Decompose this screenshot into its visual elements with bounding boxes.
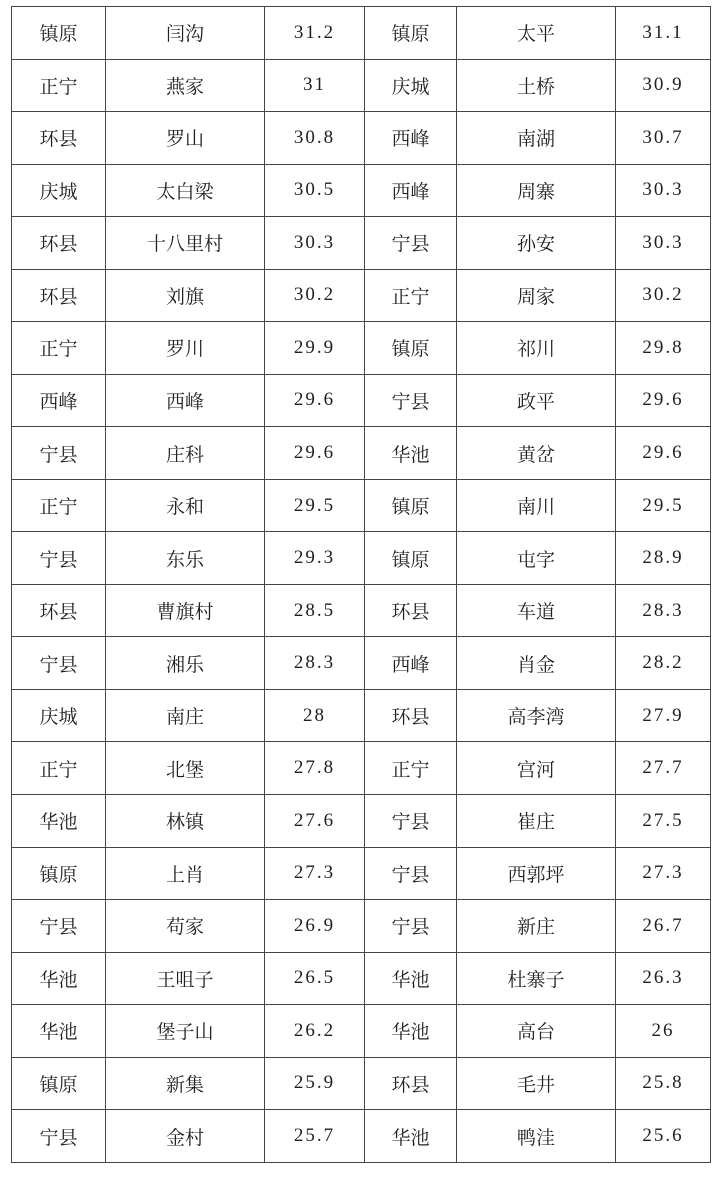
value-cell: 28 bbox=[265, 689, 365, 742]
county-cell: 宁县 bbox=[365, 374, 457, 427]
table-row bbox=[12, 584, 711, 637]
value-cell: 30.3 bbox=[265, 217, 365, 270]
value-cell: 29.5 bbox=[616, 479, 711, 532]
table-row bbox=[12, 1057, 711, 1110]
station-cell: 湘乐 bbox=[106, 637, 265, 690]
value-cell: 27.9 bbox=[616, 689, 711, 742]
county-cell: 正宁 bbox=[12, 742, 106, 795]
table-row bbox=[12, 427, 711, 480]
value-cell: 26.2 bbox=[265, 1005, 365, 1058]
county-cell: 环县 bbox=[12, 269, 106, 322]
station-cell: 苟家 bbox=[106, 900, 265, 953]
station-cell: 周寨 bbox=[457, 164, 616, 217]
station-cell: 曹旗村 bbox=[106, 584, 265, 637]
value-cell: 27.7 bbox=[616, 742, 711, 795]
value-cell: 28.3 bbox=[616, 584, 711, 637]
value-cell: 26 bbox=[616, 1005, 711, 1058]
station-cell: 新庄 bbox=[457, 900, 616, 953]
value-cell: 25.8 bbox=[616, 1057, 711, 1110]
value-cell: 29.6 bbox=[616, 427, 711, 480]
county-cell: 宁县 bbox=[12, 900, 106, 953]
county-cell: 华池 bbox=[365, 952, 457, 1005]
value-cell: 30.5 bbox=[265, 164, 365, 217]
station-cell: 政平 bbox=[457, 374, 616, 427]
table-row bbox=[12, 322, 711, 375]
value-cell: 31.1 bbox=[616, 7, 711, 60]
station-cell: 西峰 bbox=[106, 374, 265, 427]
county-cell: 正宁 bbox=[12, 322, 106, 375]
county-cell: 正宁 bbox=[365, 742, 457, 795]
value-cell: 30.9 bbox=[616, 59, 711, 112]
table-row bbox=[12, 374, 711, 427]
county-cell: 庆城 bbox=[365, 59, 457, 112]
value-cell: 30.2 bbox=[265, 269, 365, 322]
county-cell: 华池 bbox=[12, 952, 106, 1005]
station-cell: 燕家 bbox=[106, 59, 265, 112]
county-cell: 正宁 bbox=[365, 269, 457, 322]
table-row bbox=[12, 7, 711, 60]
station-cell: 堡子山 bbox=[106, 1005, 265, 1058]
county-cell: 宁县 bbox=[365, 847, 457, 900]
table-row bbox=[12, 742, 711, 795]
county-cell: 华池 bbox=[12, 794, 106, 847]
station-cell: 闫沟 bbox=[106, 7, 265, 60]
county-cell: 华池 bbox=[365, 1110, 457, 1163]
station-cell: 上肖 bbox=[106, 847, 265, 900]
county-cell: 宁县 bbox=[12, 1110, 106, 1163]
station-cell: 屯字 bbox=[457, 532, 616, 585]
station-cell: 林镇 bbox=[106, 794, 265, 847]
county-cell: 西峰 bbox=[365, 637, 457, 690]
county-cell: 正宁 bbox=[12, 479, 106, 532]
county-cell: 镇原 bbox=[365, 7, 457, 60]
county-cell: 西峰 bbox=[12, 374, 106, 427]
county-cell: 宁县 bbox=[12, 427, 106, 480]
table-row bbox=[12, 164, 711, 217]
station-cell: 王咀子 bbox=[106, 952, 265, 1005]
value-cell: 27.5 bbox=[616, 794, 711, 847]
value-cell: 25.7 bbox=[265, 1110, 365, 1163]
table-row bbox=[12, 637, 711, 690]
county-cell: 环县 bbox=[365, 1057, 457, 1110]
value-cell: 26.7 bbox=[616, 900, 711, 953]
station-cell: 罗川 bbox=[106, 322, 265, 375]
value-cell: 28.2 bbox=[616, 637, 711, 690]
value-cell: 29.5 bbox=[265, 479, 365, 532]
station-cell: 十八里村 bbox=[106, 217, 265, 270]
value-cell: 29.3 bbox=[265, 532, 365, 585]
county-cell: 环县 bbox=[365, 689, 457, 742]
value-cell: 30.3 bbox=[616, 164, 711, 217]
county-cell: 宁县 bbox=[365, 217, 457, 270]
value-cell: 26.3 bbox=[616, 952, 711, 1005]
county-cell: 镇原 bbox=[12, 1057, 106, 1110]
county-cell: 正宁 bbox=[12, 59, 106, 112]
county-cell: 西峰 bbox=[365, 112, 457, 165]
value-cell: 29.6 bbox=[265, 427, 365, 480]
value-cell: 30.2 bbox=[616, 269, 711, 322]
station-cell: 黄岔 bbox=[457, 427, 616, 480]
station-values-table bbox=[11, 6, 711, 1163]
value-cell: 26.9 bbox=[265, 900, 365, 953]
table-row bbox=[12, 269, 711, 322]
value-cell: 25.9 bbox=[265, 1057, 365, 1110]
county-cell: 西峰 bbox=[365, 164, 457, 217]
value-cell: 28.9 bbox=[616, 532, 711, 585]
table-row bbox=[12, 689, 711, 742]
station-cell: 崔庄 bbox=[457, 794, 616, 847]
table-row bbox=[12, 1005, 711, 1058]
station-cell: 南川 bbox=[457, 479, 616, 532]
station-cell: 金村 bbox=[106, 1110, 265, 1163]
table-body bbox=[12, 7, 711, 1163]
station-cell: 祁川 bbox=[457, 322, 616, 375]
station-cell: 永和 bbox=[106, 479, 265, 532]
county-cell: 庆城 bbox=[12, 689, 106, 742]
station-cell: 庄科 bbox=[106, 427, 265, 480]
value-cell: 28.5 bbox=[265, 584, 365, 637]
county-cell: 镇原 bbox=[365, 479, 457, 532]
county-cell: 环县 bbox=[12, 112, 106, 165]
value-cell: 27.3 bbox=[616, 847, 711, 900]
table-row bbox=[12, 532, 711, 585]
county-cell: 镇原 bbox=[365, 532, 457, 585]
station-cell: 高台 bbox=[457, 1005, 616, 1058]
station-cell: 杜寨子 bbox=[457, 952, 616, 1005]
station-cell: 南庄 bbox=[106, 689, 265, 742]
value-cell: 26.5 bbox=[265, 952, 365, 1005]
value-cell: 31.2 bbox=[265, 7, 365, 60]
table-row bbox=[12, 794, 711, 847]
station-cell: 鸭洼 bbox=[457, 1110, 616, 1163]
value-cell: 27.6 bbox=[265, 794, 365, 847]
station-cell: 罗山 bbox=[106, 112, 265, 165]
table-row bbox=[12, 112, 711, 165]
value-cell: 29.6 bbox=[265, 374, 365, 427]
county-cell: 华池 bbox=[365, 427, 457, 480]
table-row bbox=[12, 952, 711, 1005]
value-cell: 30.3 bbox=[616, 217, 711, 270]
station-cell: 北堡 bbox=[106, 742, 265, 795]
county-cell: 环县 bbox=[12, 217, 106, 270]
station-cell: 毛井 bbox=[457, 1057, 616, 1110]
station-cell: 孙安 bbox=[457, 217, 616, 270]
table-row bbox=[12, 59, 711, 112]
station-cell: 太平 bbox=[457, 7, 616, 60]
table-row bbox=[12, 1110, 711, 1163]
county-cell: 华池 bbox=[12, 1005, 106, 1058]
table-row bbox=[12, 847, 711, 900]
table-row bbox=[12, 479, 711, 532]
county-cell: 环县 bbox=[365, 584, 457, 637]
station-cell: 太白梁 bbox=[106, 164, 265, 217]
county-cell: 镇原 bbox=[365, 322, 457, 375]
value-cell: 31 bbox=[265, 59, 365, 112]
station-cell: 宫河 bbox=[457, 742, 616, 795]
station-cell: 高李湾 bbox=[457, 689, 616, 742]
station-cell: 南湖 bbox=[457, 112, 616, 165]
county-cell: 宁县 bbox=[12, 637, 106, 690]
value-cell: 27.8 bbox=[265, 742, 365, 795]
value-cell: 25.6 bbox=[616, 1110, 711, 1163]
station-cell: 新集 bbox=[106, 1057, 265, 1110]
value-cell: 29.6 bbox=[616, 374, 711, 427]
station-cell: 肖金 bbox=[457, 637, 616, 690]
table-row bbox=[12, 900, 711, 953]
county-cell: 庆城 bbox=[12, 164, 106, 217]
county-cell: 宁县 bbox=[365, 794, 457, 847]
county-cell: 宁县 bbox=[365, 900, 457, 953]
value-cell: 30.8 bbox=[265, 112, 365, 165]
station-cell: 刘旗 bbox=[106, 269, 265, 322]
value-cell: 30.7 bbox=[616, 112, 711, 165]
station-cell: 东乐 bbox=[106, 532, 265, 585]
value-cell: 29.8 bbox=[616, 322, 711, 375]
station-cell: 土桥 bbox=[457, 59, 616, 112]
station-cell: 周家 bbox=[457, 269, 616, 322]
station-cell: 车道 bbox=[457, 584, 616, 637]
county-cell: 华池 bbox=[365, 1005, 457, 1058]
value-cell: 29.9 bbox=[265, 322, 365, 375]
station-cell: 西郭坪 bbox=[457, 847, 616, 900]
county-cell: 镇原 bbox=[12, 847, 106, 900]
value-cell: 28.3 bbox=[265, 637, 365, 690]
county-cell: 宁县 bbox=[12, 532, 106, 585]
value-cell: 27.3 bbox=[265, 847, 365, 900]
county-cell: 环县 bbox=[12, 584, 106, 637]
table-row bbox=[12, 217, 711, 270]
county-cell: 镇原 bbox=[12, 7, 106, 60]
